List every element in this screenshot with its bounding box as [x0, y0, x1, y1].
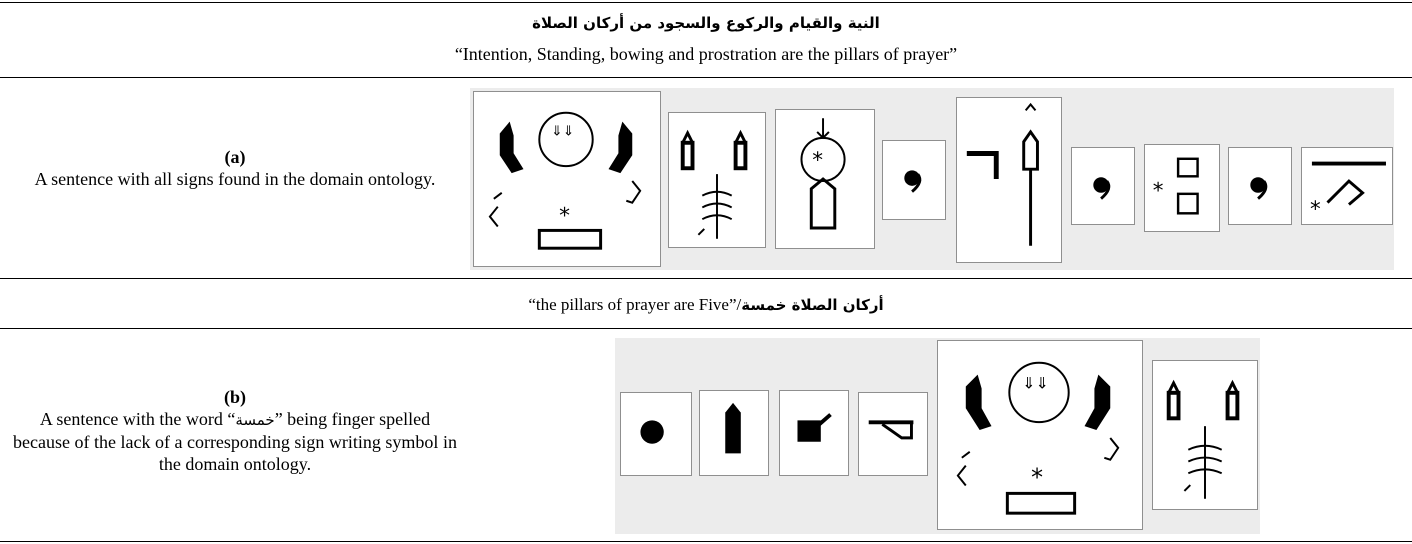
svg-text:⇓⇓: ⇓⇓	[551, 123, 575, 140]
subtitle-arabic: أركان الصلاة خمسة	[741, 296, 884, 314]
caption-b-word: خمسة	[235, 411, 275, 429]
and-sign-icon	[1301, 147, 1393, 225]
caption-b-text-before: A sentence with the word “	[39, 409, 236, 429]
svg-text:⇓⇓: ⇓⇓	[1022, 373, 1049, 393]
caption-b-label: (b)	[224, 387, 246, 407]
caption-b-text	[10, 408, 460, 475]
subtitle	[0, 295, 1412, 315]
comma-symbol-icon	[882, 140, 946, 220]
top-rule	[0, 2, 1412, 3]
letter-flag-icon	[858, 392, 928, 476]
standing-sign-icon	[668, 112, 766, 248]
comma-symbol-icon	[1071, 147, 1135, 225]
caption-a	[10, 146, 460, 190]
caption-a-text: A sentence with all signs found in the domain ontology.	[34, 169, 436, 189]
bottom-rule	[0, 541, 1412, 542]
prayer-sign-icon	[1152, 360, 1258, 510]
subtitle-rule	[0, 328, 1412, 329]
subtitle-english: “the pillars of prayer are Five”/	[528, 295, 742, 314]
title-rule	[0, 77, 1412, 78]
pillars-sign-icon	[956, 97, 1062, 263]
letter-square-hook-icon	[779, 390, 849, 476]
prostration-sign-icon	[1144, 144, 1220, 232]
intention-sign-icon	[473, 91, 661, 267]
bowing-sign-icon	[775, 109, 875, 249]
caption-a-label: (a)	[224, 147, 246, 167]
pillars-sign-icon	[937, 340, 1143, 530]
svg-text:*: *	[1152, 178, 1164, 204]
row-a-rule	[0, 278, 1412, 279]
caption-b-text-after: ” being finger spelled because of the lack of a corresponding sign writing symbol in the domain ontology.	[13, 409, 457, 474]
comma-symbol-icon	[1228, 147, 1292, 225]
svg-text:*: *	[812, 148, 824, 174]
letter-dot-icon	[620, 392, 692, 476]
svg-text:*: *	[1309, 197, 1321, 223]
title-english: “Intention, Standing, bowing and prostration are the pillars of prayer”	[454, 44, 958, 64]
svg-text:*: *	[1031, 463, 1043, 492]
title-arabic: النية والقيام والركوع والسجود من أركان الصلاة	[532, 14, 880, 32]
svg-text:*: *	[559, 203, 570, 229]
caption-b	[10, 386, 460, 475]
letter-pointer-icon	[699, 390, 769, 476]
